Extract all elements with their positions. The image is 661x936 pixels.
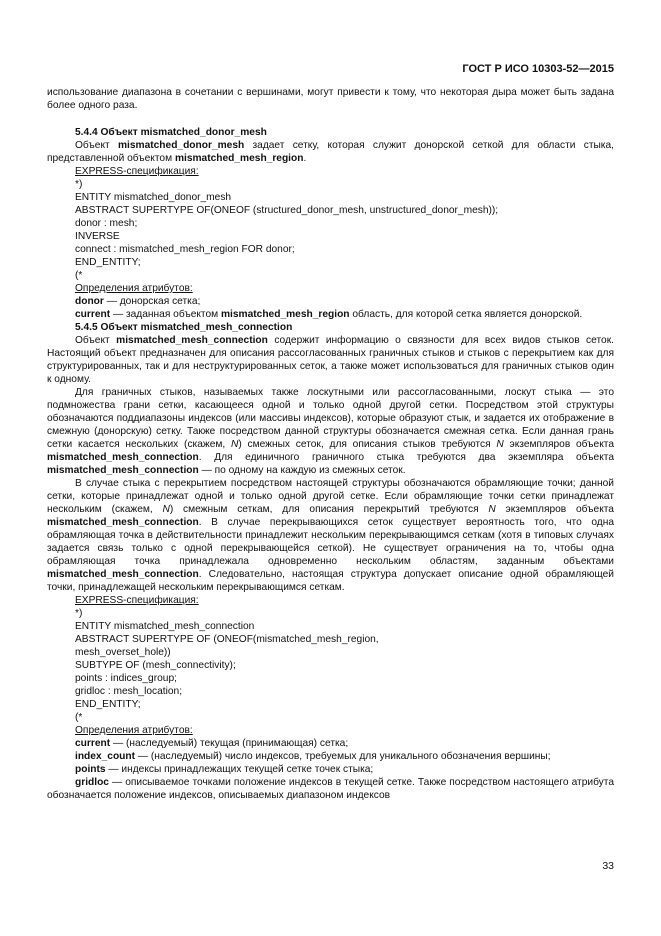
- code-line: *): [75, 608, 83, 619]
- code-line: ABSTRACT SUPERTYPE OF(ONEOF (structured_donor_mesh, unstructured_donor_mesh));: [75, 205, 499, 216]
- section-545-paragraph-2: Для граничных стыков, называемых также лоскутными или рассогласованными, лоскут стыка — это подмножества грани сетки, касающееся одной и только одной другой сетки. Посредством этой структуры обозначаются поддиапазоны индексов (или массивы индексов), которые образуют стык, и задается их отображение в смежную (донорскую) сетку. Также посредством данной структуры обозначается смежная сетка. Если данная грань сетки касается нескольких (скажем, N) смежных сеток, для описания стыков требуются N экземпляров объекта mismatched_mesh_connection. Для единичного граничного стыка требуются два экземпляра объекта mismatched_mesh_connection — по одному на каждую из смежных сеток.: [47, 387, 614, 476]
- code-line: ABSTRACT SUPERTYPE OF (ONEOF(mismatched_mesh_region,: [75, 634, 379, 645]
- attribute-donor: donor — донорская сетка;: [75, 296, 201, 307]
- section-545-paragraph-1: Объект mismatched_mesh_connection содержит информацию о связности для всех видов стыков сеток. Настоящий объект предназначен для описания рассогласованных граничных стыков и стыков с перекрытием как для структурированных, так и для неструктурированных сеток, а также может использоваться для граничных стыков один к одному.: [47, 335, 614, 385]
- code-line: donor : mesh;: [75, 218, 138, 229]
- attribute-current: current — заданная объектом mismatched_mesh_region область, для которой сетка является донорской.: [75, 309, 583, 320]
- code-line: gridloc : mesh_location;: [75, 686, 183, 697]
- section-544-paragraph: Объект mismatched_donor_mesh задает сетку, которая служит донорской сеткой для области стыка, представленной объектом mismatched_mesh_region.: [47, 140, 614, 164]
- code-line: END_ENTITY;: [75, 257, 141, 268]
- code-line: connect : mismatched_mesh_region FOR donor;: [75, 244, 295, 255]
- code-line: (*: [75, 270, 83, 281]
- section-545-title: 5.4.5 Объект mismatched_mesh_connection: [75, 322, 293, 333]
- section-545-paragraph-3: В случае стыка с перекрытием посредством настоящей структуры обозначаются обрамляющие точки; данной сетки, которые принадлежат одной и только одной другой сетке. Если обрамляющие точки сетки принадлежат нескольким (скажем, N) смежным сеткам, для описания перекрытий требуются N экземпляров объекта mismatched_mesh_connection. В случае перекрывающихся сеток существует вероятность того, что одна обрамляющая точка в действительности принадлежит нескольким перекрывающимся сеткам (хотя в типовых случаях задается связь только с одной перекрывающейся сеткой). Не существует ограничения на то, чтобы одна обрамляющая точка принадлежала одновременно нескольким областям, заданным объектами mismatched_mesh_connection. Следовательно, настоящая структура допускает описание одной обрамляющей точки, принадлежащей нескольким перекрывающимся сеткам.: [47, 478, 614, 593]
- page-number: 33: [602, 860, 614, 872]
- code-line: ENTITY mismatched_mesh_connection: [75, 621, 255, 632]
- page-content: [47, 86, 614, 802]
- document-standard-header: ГОСТ Р ИСО 10303-52—2015: [462, 63, 614, 75]
- code-line: *): [75, 179, 83, 190]
- code-line: mesh_overset_hole)): [75, 647, 171, 658]
- express-spec-label: EXPRESS-спецификация:: [75, 595, 199, 606]
- attribute-definitions-label: Определения атрибутов:: [75, 725, 193, 736]
- section-544-title: 5.4.4 Объект mismatched_donor_mesh: [75, 127, 267, 138]
- code-line: ENTITY mismatched_donor_mesh: [75, 192, 232, 203]
- express-spec-label: EXPRESS-спецификация:: [75, 166, 199, 177]
- code-line: points : indices_group;: [75, 673, 177, 684]
- intro-paragraph: использование диапазона в сочетании с вершинами, могут привести к тому, что некоторая дыра может быть задана более одного раза.: [47, 87, 614, 111]
- attribute-current: current — (наследуемый) текущая (принимающая) сетка;: [75, 738, 349, 749]
- code-line: END_ENTITY;: [75, 699, 141, 710]
- attribute-points: points — индексы принадлежащих текущей сетке точек стыка;: [75, 764, 374, 775]
- code-line: (*: [75, 712, 83, 723]
- attribute-gridloc: gridloc — описываемое точками положение индексов в текущей сетке. Также посредством настоящего атрибута обозначается положение индексов, описываемых диапазоном индексов: [47, 777, 614, 801]
- attribute-definitions-label: Определения атрибутов:: [75, 283, 193, 294]
- code-line: INVERSE: [75, 231, 120, 242]
- code-line: SUBTYPE OF (mesh_connectivity);: [75, 660, 236, 671]
- attribute-index-count: index_count — (наследуемый) число индексов, требуемых для уникального обозначения вершины;: [75, 751, 551, 762]
